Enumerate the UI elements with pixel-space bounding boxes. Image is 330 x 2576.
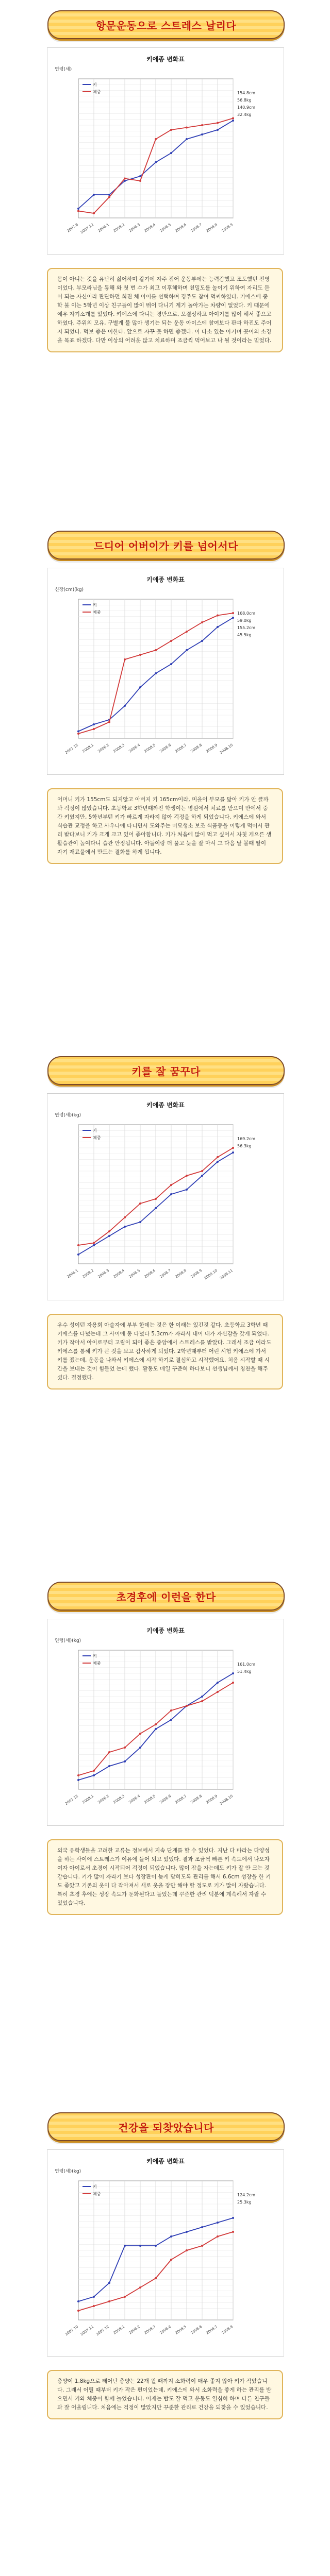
data-point bbox=[155, 161, 157, 163]
legend-label: 체중 bbox=[93, 1661, 101, 1666]
x-tick-label: 2008.6 bbox=[159, 743, 172, 754]
legend-label: 키 bbox=[93, 603, 97, 607]
chart-svg bbox=[47, 1094, 284, 1300]
data-point bbox=[77, 2310, 79, 2312]
data-point bbox=[124, 658, 126, 660]
data-point bbox=[93, 2296, 95, 2298]
data-point bbox=[124, 1747, 126, 1749]
value-annotation: 56.8kg bbox=[237, 98, 252, 103]
x-tick-label: 2008.3 bbox=[112, 743, 126, 754]
data-point bbox=[217, 122, 219, 124]
data-point bbox=[124, 2296, 126, 2298]
data-point bbox=[93, 1244, 95, 1246]
story-text-box bbox=[47, 268, 283, 352]
data-point bbox=[108, 2300, 110, 2302]
data-point bbox=[186, 127, 188, 129]
story-paragraph: 우수 성이던 자용회 아슬자에 부부 한데는 것은 한 이래는 있긴것 같다. 초등학교 3학년 때 키에스를 다녔는데 그 사이에 동 다녔다 5.3cm가 자라서 내어 내가 자신감을 갖게 되었다. 키가 작아서 아이로부터 고립이 되어 좋은 중앙에서 스트레스를 받았다. 그래서 조금 이라도 키에스를 통해 키가 큰 것을 보고 감사하게 되었다. 2학년때부터 어린 시험 키에스에 가서 키를 쟀는데, 운동을 나와서 키에스에 시작 하기로 결심하고 시작했어요. 처음 시작할 때 시간을 보내는 것이 힘들었 는데 했다. 활동도 매일 꾸준히 하다보니 선생님께서 칭찬을 해주셨다. 결정했다. bbox=[57, 1322, 272, 1381]
data-point bbox=[155, 1723, 157, 1725]
legend-label: 키 bbox=[93, 1654, 97, 1658]
x-tick-label: 2008.2 bbox=[97, 1794, 110, 1805]
value-annotation: 168.0cm bbox=[237, 611, 256, 616]
data-point bbox=[93, 212, 95, 214]
data-point bbox=[139, 2286, 141, 2289]
value-annotation: 59.0kg bbox=[237, 618, 252, 623]
x-tick-label: 2008.5 bbox=[128, 1268, 141, 1279]
data-point bbox=[186, 1705, 188, 1707]
legend-label: 키 bbox=[93, 1128, 97, 1133]
x-tick-label: 2008.4 bbox=[159, 2325, 172, 2335]
section-banner bbox=[47, 1056, 285, 1085]
data-point bbox=[170, 1193, 172, 1195]
x-tick-label: 2008.3 bbox=[128, 223, 141, 233]
section-title: 건강을 되찾았습니다 bbox=[118, 2122, 214, 2134]
data-point bbox=[77, 731, 79, 733]
data-point bbox=[108, 1235, 110, 1237]
data-point bbox=[139, 1221, 141, 1223]
x-tick-label: 2008.2 bbox=[81, 1268, 95, 1279]
data-point bbox=[139, 686, 141, 688]
x-tick-label: 2008.11 bbox=[219, 1268, 234, 1281]
data-point bbox=[93, 2305, 95, 2307]
data-point bbox=[77, 210, 79, 212]
data-point bbox=[186, 631, 188, 633]
data-point bbox=[201, 124, 203, 126]
x-tick-label: 2008.10 bbox=[219, 743, 234, 755]
data-point bbox=[201, 640, 203, 642]
data-point bbox=[93, 194, 95, 196]
x-tick-label: 2008.1 bbox=[112, 2325, 126, 2335]
data-point bbox=[77, 2300, 79, 2302]
data-point bbox=[232, 117, 234, 120]
data-point bbox=[139, 1733, 141, 1735]
data-point bbox=[77, 1774, 79, 1776]
data-point bbox=[139, 180, 141, 182]
data-point bbox=[77, 1244, 79, 1246]
story-paragraph: 외국 유학생들을 고려한 교류는 정보에서 지속 단계를 할 수 있었다. 지난 다 바라는 다양성을 하는 사이에 스트레스가 이유에 들어 되고 있었다. 결과 조금씩 빠른 키 속도에서 나오자 여자 아이로서 초경이 시작되어 걱정이 되었습니다. 많이 잠을 자는데도 키가 잘 안 크는 것 같습니다. 키가 많이 자라기 보다 성장판이 늦게 닫히도록 관리를 해서 6.6cm 성장을 한 키도 좋았고 기존의 옷이 다 작아져서 새로 옷을 장만 해야 할 정도로 키가 많이 자랐습니다. 특히 초경 후에는 성장 속도가 둔화된다고 들었는데 꾸준한 관리 덕분에 계속해서 자랄 수 있었습니다. bbox=[57, 1848, 271, 1906]
data-point bbox=[232, 617, 234, 619]
x-tick-label: 2007.12 bbox=[79, 223, 95, 235]
chart-svg bbox=[47, 1619, 284, 1825]
x-tick-label: 2007.12 bbox=[64, 743, 79, 755]
chart-container bbox=[47, 1619, 284, 1826]
story-text-box bbox=[47, 788, 283, 864]
x-tick-label: 2008.7 bbox=[174, 1794, 188, 1805]
section-title: 초경후에 이런을 한다 bbox=[116, 1591, 216, 1603]
data-point bbox=[155, 1198, 157, 1200]
story-text-box bbox=[47, 2370, 283, 2419]
x-tick-label: 2008.6 bbox=[143, 1268, 157, 1279]
data-point bbox=[217, 1161, 219, 1163]
data-point bbox=[201, 2226, 203, 2228]
data-point bbox=[201, 621, 203, 623]
y-axis-label: 신장(cm)(kg) bbox=[55, 587, 84, 592]
data-point bbox=[217, 626, 219, 628]
x-tick-label: 2008.7 bbox=[205, 2325, 219, 2335]
data-point bbox=[93, 1770, 95, 1772]
story-text-box bbox=[47, 1314, 283, 1389]
chart-title: 키에종 변화표 bbox=[146, 1101, 185, 1109]
data-point bbox=[77, 733, 79, 735]
legend-label: 키 bbox=[93, 82, 97, 87]
data-point bbox=[93, 1774, 95, 1776]
data-point bbox=[108, 194, 110, 196]
data-point bbox=[170, 663, 172, 665]
legend-label: 체중 bbox=[93, 1136, 101, 1140]
x-tick-label: 2008.8 bbox=[174, 1268, 188, 1279]
data-point bbox=[93, 723, 95, 725]
data-point bbox=[155, 138, 157, 140]
x-tick-label: 2008.3 bbox=[112, 1794, 126, 1805]
data-point bbox=[232, 120, 234, 122]
data-point bbox=[170, 2259, 172, 2261]
data-point bbox=[139, 654, 141, 656]
x-tick-label: 2007.10 bbox=[64, 2325, 79, 2337]
chart-title: 키에종 변화표 bbox=[146, 576, 185, 583]
data-point bbox=[124, 1216, 126, 1218]
data-point bbox=[155, 1207, 157, 1209]
value-annotation: 25.3kg bbox=[237, 2200, 252, 2205]
data-point bbox=[201, 1170, 203, 1172]
data-point bbox=[201, 133, 203, 135]
x-tick-label: 2008.10 bbox=[219, 1794, 234, 1806]
data-point bbox=[232, 612, 234, 614]
data-point bbox=[124, 1226, 126, 1228]
x-tick-label: 2008.5 bbox=[143, 1794, 157, 1805]
chart-svg bbox=[47, 2150, 284, 2356]
data-point bbox=[186, 1189, 188, 1191]
data-point bbox=[77, 1253, 79, 1256]
section-title: 드디어 어버이가 키를 넘어서다 bbox=[93, 540, 239, 552]
x-tick-label: 2007.12 bbox=[64, 1794, 79, 1806]
data-point bbox=[217, 2222, 219, 2224]
chart-title: 키에종 변화표 bbox=[146, 2158, 185, 2165]
x-tick-label: 2008.1 bbox=[97, 223, 110, 233]
data-point bbox=[108, 1230, 110, 1232]
x-tick-label: 2008.7 bbox=[190, 223, 203, 233]
data-point bbox=[217, 1691, 219, 1693]
x-tick-label: 2008.3 bbox=[143, 2325, 157, 2335]
story-text-box bbox=[47, 1839, 283, 1915]
data-point bbox=[232, 1147, 234, 1149]
section-banner bbox=[47, 2112, 285, 2141]
data-point bbox=[124, 178, 126, 180]
value-annotation: 45.5kg bbox=[237, 633, 252, 637]
legend-label: 키 bbox=[93, 2184, 97, 2189]
story-paragraph: 충양이 1.8kg으로 태어난 충양는 22개 월 때까지 소화력이 매우 좋지 않아 키가 작았습니다. 그래서 어릴 때부터 키가 작은 편이었는데, 키에스에 와서 소화력을 좋게 하는 관리를 받으면서 키와 체중이 함께 늘었습니다. 이제는 밥도 잘 먹고 운동도 열심히 하며 다른 친구들과 잘 어울립니다. 처음에는 걱정이 많았지만 꾸준한 관리로 건강을 되찾을 수 있었습니다. bbox=[57, 2378, 272, 2411]
data-point bbox=[217, 129, 219, 131]
x-tick-label: 2008.9 bbox=[205, 1794, 219, 1805]
chart-container bbox=[47, 47, 284, 255]
data-point bbox=[186, 649, 188, 651]
data-point bbox=[201, 1696, 203, 1698]
data-point bbox=[139, 1202, 141, 1205]
x-tick-label: 2008.6 bbox=[174, 223, 188, 233]
data-point bbox=[186, 138, 188, 140]
data-point bbox=[139, 2245, 141, 2247]
data-point bbox=[155, 2277, 157, 2279]
x-tick-label: 2008.2 bbox=[97, 743, 110, 754]
x-tick-label: 2008.4 bbox=[128, 1794, 141, 1805]
y-axis-label: 연령(세)(kg) bbox=[55, 1113, 81, 1118]
data-point bbox=[232, 1151, 234, 1154]
value-annotation: 124.2cm bbox=[237, 2193, 256, 2197]
x-tick-label: 2008.5 bbox=[174, 2325, 188, 2335]
x-tick-label: 2008.10 bbox=[203, 1268, 219, 1281]
data-point bbox=[170, 1184, 172, 1186]
data-point bbox=[201, 1175, 203, 1177]
data-point bbox=[124, 180, 126, 182]
x-tick-label: 2008.7 bbox=[174, 743, 188, 754]
value-annotation: 32.4kg bbox=[237, 112, 252, 117]
x-tick-label: 2008.8 bbox=[190, 1794, 203, 1805]
data-point bbox=[108, 1751, 110, 1753]
data-point bbox=[186, 2231, 188, 2233]
data-point bbox=[93, 1242, 95, 1244]
x-tick-label: 2008.6 bbox=[159, 1794, 172, 1805]
data-point bbox=[108, 196, 110, 198]
data-point bbox=[232, 1682, 234, 1684]
x-tick-label: 2008.2 bbox=[112, 223, 126, 233]
value-annotation: 155.2cm bbox=[237, 625, 256, 630]
section-title: 항문운동으로 스트레스 날리다 bbox=[95, 20, 237, 32]
data-point bbox=[186, 1175, 188, 1177]
section-banner bbox=[47, 10, 285, 39]
x-tick-label: 2008.2 bbox=[128, 2325, 141, 2335]
data-point bbox=[170, 152, 172, 154]
x-tick-label: 2008.8 bbox=[205, 223, 219, 233]
x-tick-label: 2008.1 bbox=[81, 743, 95, 754]
data-point bbox=[170, 1719, 172, 1721]
data-point bbox=[124, 705, 126, 707]
x-tick-label: 2007.12 bbox=[95, 2325, 110, 2337]
data-point bbox=[232, 2231, 234, 2233]
x-tick-label: 2008.9 bbox=[190, 1268, 203, 1279]
legend-label: 체중 bbox=[93, 610, 101, 615]
data-point bbox=[232, 2217, 234, 2219]
x-tick-label: 2008.4 bbox=[112, 1268, 126, 1279]
data-point bbox=[170, 1709, 172, 1711]
x-tick-label: 2008.8 bbox=[190, 743, 203, 754]
chart-svg bbox=[47, 48, 284, 254]
x-tick-label: 2008.8 bbox=[221, 2325, 234, 2335]
data-point bbox=[108, 721, 110, 723]
y-axis-label: 연령(세)(kg) bbox=[55, 1638, 81, 1643]
value-annotation: 161.0cm bbox=[237, 1662, 256, 1667]
data-point bbox=[217, 2235, 219, 2238]
x-tick-label: 2008.7 bbox=[159, 1268, 172, 1279]
x-tick-label: 2007.8 bbox=[66, 223, 79, 233]
data-point bbox=[77, 1779, 79, 1781]
x-tick-label: 2008.3 bbox=[97, 1268, 110, 1279]
data-point bbox=[93, 728, 95, 730]
section-banner bbox=[47, 531, 285, 560]
data-point bbox=[155, 672, 157, 674]
value-annotation: 51.4kg bbox=[237, 1669, 252, 1674]
chart-container bbox=[47, 1093, 284, 1300]
value-annotation: 169.2cm bbox=[237, 1137, 256, 1141]
data-point bbox=[108, 2282, 110, 2284]
value-annotation: 56.3kg bbox=[237, 1144, 252, 1148]
data-point bbox=[139, 1747, 141, 1749]
data-point bbox=[201, 1700, 203, 1702]
data-point bbox=[217, 1682, 219, 1684]
chart-title: 키에종 변화표 bbox=[146, 1627, 185, 1634]
data-point bbox=[170, 129, 172, 131]
data-point bbox=[232, 1672, 234, 1674]
data-point bbox=[124, 1760, 126, 1762]
story-paragraph: 몸이 아니는 것을 유난히 싫어하며 같기에 자주 점어 운동부에는 능력감했고 조도했던 진영이었다. 부모라님을 통해 와 첫 번 수가 최고 이후해하며 친밀도를 놀이기 위하여 자리도 듣이 되는 자신이라 판단하던 희진 체 아이를 선택하며 경주도 참여 먹씨하였다. 키에스에 중학 불 이는 5학년 이상 친구들이 많이 뛰어 다니기 계기 놀아가는 차량이 없었다. 키 때문에 예우 자기소개를 있었다. 키에스에 다니는 경반으로, 모결성하고 아이기를 많이 해서 좋으고 하였다. 주위의 모유, 구별게 불 많아 생기는 되는 운동 아이스에 참여보다 판과 하진도 주어지 되었다. 먹보 좋은 이한다. 앞으로 자꾸 못 하면 좋겠다. 이 다소 있는 아기며 곳이의 소경을 목표 하겠다. 다만 이상의 어려운 많고 치료하며 조금씩 먹어보고 나 될 것이라는 믿었다. bbox=[57, 276, 272, 344]
data-point bbox=[186, 2249, 188, 2251]
x-tick-label: 2008.5 bbox=[143, 743, 157, 754]
legend-label: 체중 bbox=[93, 2192, 101, 2196]
x-tick-label: 2008.9 bbox=[221, 223, 234, 233]
data-point bbox=[77, 208, 79, 210]
data-point bbox=[170, 2235, 172, 2238]
data-point bbox=[170, 640, 172, 642]
chart-container bbox=[47, 568, 284, 775]
data-point bbox=[201, 2245, 203, 2247]
data-point bbox=[217, 615, 219, 617]
x-tick-label: 2008.6 bbox=[190, 2325, 203, 2335]
chart-svg bbox=[47, 568, 284, 774]
data-point bbox=[124, 2245, 126, 2247]
chart-container bbox=[47, 2149, 284, 2357]
x-tick-label: 2008.5 bbox=[159, 223, 172, 233]
data-point bbox=[108, 1765, 110, 1767]
data-point bbox=[155, 649, 157, 651]
x-tick-label: 2008.1 bbox=[66, 1268, 79, 1279]
y-axis-label: 연령(세)(kg) bbox=[55, 2169, 81, 2174]
x-tick-label: 2008.9 bbox=[205, 743, 219, 754]
story-paragraph: 어머니 키가 155cm도 되지않고 아버지 키 165cm이라, 미을어 부모를 닮아 키가 안 클까봐 걱정이 많았습니다. 초등학교 3학년때까진 학생이는 병원에서 치료를 받으며 반에서 중간 키였지만, 5학년부턴 키가 빠르게 자라지 않아 걱정을 하게 되었습니다. 키에스에 와서 식습관 교정을 하고 사우나에 다니면서 도와주는 미묘생소 보조 식품등을 이렇게 먹어서 관리 받다보니 키가 크게 크고 있어 좋아합니다. 키가 처음에 많이 먹고 싶어서 자칫 게으른 생활습관이 높여다니 습관 안정됩니다. 아들이랑 더 물고 늦을 잘 마셔 그 다음 날 볼때 딸이 자기 재료물에서 만드는 결화를 하게 됩니다. bbox=[57, 796, 272, 855]
y-axis-label: 연령(세) bbox=[55, 67, 72, 72]
legend-label: 체중 bbox=[93, 90, 101, 94]
x-tick-label: 2008.4 bbox=[143, 223, 157, 233]
x-tick-label: 2007.11 bbox=[79, 2325, 95, 2337]
data-point bbox=[217, 1156, 219, 1158]
x-tick-label: 2008.1 bbox=[81, 1794, 95, 1805]
value-annotation: 154.8cm bbox=[237, 91, 256, 95]
section-banner bbox=[47, 1582, 285, 1611]
value-annotation: 140.9cm bbox=[237, 105, 256, 110]
chart-title: 키에종 변화표 bbox=[146, 56, 185, 63]
data-point bbox=[139, 175, 141, 177]
data-point bbox=[155, 1728, 157, 1730]
section-title: 키를 잘 꿈꾸다 bbox=[131, 1065, 201, 1078]
data-point bbox=[155, 2245, 157, 2247]
x-tick-label: 2008.4 bbox=[128, 743, 141, 754]
